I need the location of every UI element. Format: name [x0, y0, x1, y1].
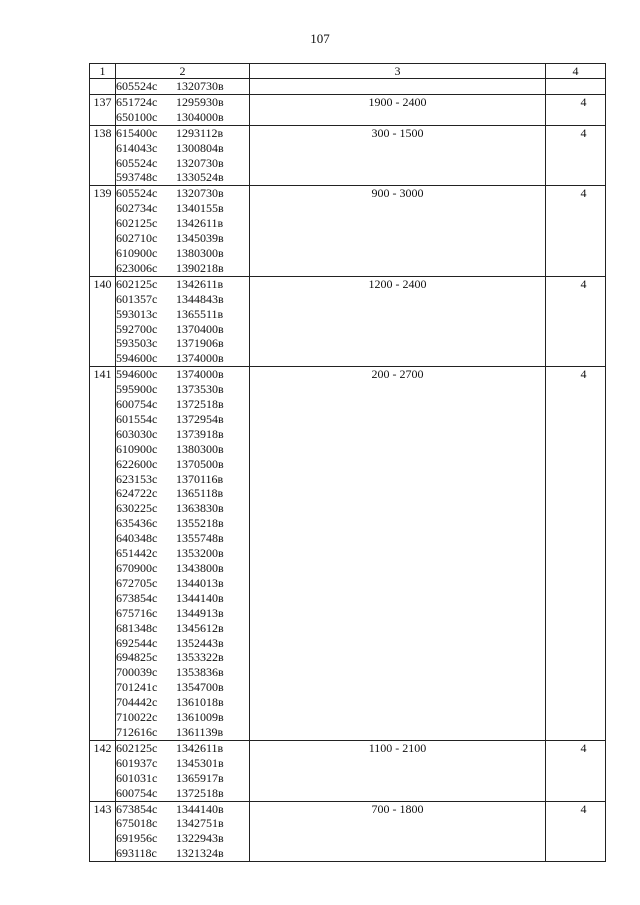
latitude-value: 640348с: [116, 531, 158, 546]
longitude-value: 1342611в: [176, 216, 224, 231]
longitude-value: 1370400в: [176, 321, 224, 336]
latitude-value: 594600с: [116, 367, 158, 382]
longitude-value: 1390218в: [176, 260, 224, 275]
longitude-value: 1380300в: [176, 441, 224, 456]
latitude-value: 605524с: [116, 155, 158, 170]
coordinate-pair: [116, 412, 249, 427]
coordinate-pair: [116, 382, 249, 397]
coordinate-pair: [116, 561, 249, 576]
longitude-value: 1345612в: [176, 620, 224, 635]
longitude-value: 1370116в: [176, 471, 224, 486]
column-4-value: 4: [580, 125, 587, 140]
table-row: [90, 801, 606, 862]
longitude-value: 1370500в: [176, 456, 224, 471]
latitude-value: 681348с: [116, 620, 158, 635]
coordinate-pair: [116, 636, 249, 651]
longitude-value: 1355748в: [176, 531, 224, 546]
coordinate-pair: [116, 771, 249, 786]
latitude-value: 615400с: [116, 125, 158, 140]
longitude-value: 1342751в: [176, 816, 224, 831]
coordinate-pair: [116, 546, 249, 561]
longitude-value: 1353200в: [176, 546, 224, 561]
coordinate-pair: [116, 79, 249, 94]
coordinates-cell: [116, 276, 250, 366]
latitude-value: 602125с: [116, 276, 158, 291]
column-4-value: 4: [580, 186, 587, 201]
latitude-value: 593748с: [116, 170, 158, 185]
table-row: [90, 740, 606, 801]
latitude-value: 691956с: [116, 831, 158, 846]
column-4-value: 4: [580, 740, 587, 755]
coordinate-pair: [116, 831, 249, 846]
longitude-value: 1365511в: [176, 306, 224, 321]
coordinate-pair: [116, 427, 249, 442]
depth-range: 900 - 3000: [250, 186, 546, 276]
longitude-value: 1372954в: [176, 411, 224, 426]
latitude-value: 704442с: [116, 695, 158, 710]
coordinate-pair: [116, 650, 249, 665]
column-4-cell: [546, 94, 606, 125]
coordinate-pair: [116, 201, 249, 216]
depth-range: 700 - 1800: [250, 801, 546, 862]
coordinate-pair: [116, 576, 249, 591]
column-4-cell: [546, 276, 606, 366]
longitude-value: 1304000в: [176, 109, 224, 124]
longitude-value: 1355218в: [176, 516, 224, 531]
longitude-value: 1380300в: [176, 245, 224, 260]
coordinate-pair: [116, 802, 249, 817]
coordinates-table: [89, 63, 606, 862]
longitude-value: 1361018в: [176, 695, 224, 710]
latitude-value: 602125с: [116, 216, 158, 231]
header-col-2: 2: [116, 64, 250, 79]
row-number: [90, 79, 116, 95]
coordinate-pair: [116, 725, 249, 740]
header-col-3: 3: [250, 64, 546, 79]
header-col-4: 4: [546, 64, 606, 79]
coordinate-pair: [116, 756, 249, 771]
coordinate-pair: [116, 741, 249, 756]
row-number: 142: [90, 740, 116, 801]
depth-range: 200 - 2700: [250, 367, 546, 741]
longitude-value: 1342611в: [176, 740, 224, 755]
coordinate-pair: [116, 786, 249, 801]
column-4-cell: [546, 125, 606, 186]
coordinate-pair: [116, 710, 249, 725]
table-row: [90, 367, 606, 741]
coordinates-cell: [116, 79, 250, 95]
coordinate-pair: [116, 231, 249, 246]
depth-range: [250, 79, 546, 95]
row-number: 141: [90, 367, 116, 741]
longitude-value: 1372518в: [176, 785, 224, 800]
coordinate-pair: [116, 336, 249, 351]
coordinates-cell: [116, 740, 250, 801]
latitude-value: 673854с: [116, 801, 158, 816]
coordinate-pair: [116, 322, 249, 337]
longitude-value: 1373918в: [176, 426, 224, 441]
coordinate-pair: [116, 606, 249, 621]
latitude-value: 672705с: [116, 575, 158, 590]
coordinate-pair: [116, 621, 249, 636]
latitude-value: 673854с: [116, 590, 158, 605]
coordinate-pair: [116, 591, 249, 606]
coordinate-pair: [116, 126, 249, 141]
latitude-value: 592700с: [116, 321, 158, 336]
longitude-value: 1363830в: [176, 501, 224, 516]
coordinate-pair: [116, 351, 249, 366]
longitude-value: 1340155в: [176, 201, 224, 216]
longitude-value: 1321324в: [176, 846, 224, 861]
coordinates-cell: [116, 125, 250, 186]
longitude-value: 1353322в: [176, 650, 224, 665]
depth-range: 300 - 1500: [250, 125, 546, 186]
coordinate-pair: [116, 516, 249, 531]
coordinate-pair: [116, 95, 249, 110]
column-4-cell: [546, 801, 606, 862]
longitude-value: 1361009в: [176, 710, 224, 725]
latitude-value: 624722с: [116, 486, 158, 501]
longitude-value: 1344140в: [176, 801, 224, 816]
latitude-value: 614043с: [116, 140, 158, 155]
coordinate-pair: [116, 472, 249, 487]
longitude-value: 1361139в: [176, 724, 224, 739]
coordinate-pair: [116, 292, 249, 307]
coordinate-pair: [116, 216, 249, 231]
latitude-value: 601357с: [116, 291, 158, 306]
coordinate-pair: [116, 246, 249, 261]
longitude-value: 1320730в: [176, 186, 224, 201]
longitude-value: 1365917в: [176, 770, 224, 785]
longitude-value: 1352443в: [176, 635, 224, 650]
latitude-value: 675716с: [116, 605, 158, 620]
table-row: [90, 186, 606, 276]
page-number: 107: [310, 31, 330, 46]
longitude-value: 1320730в: [176, 155, 224, 170]
coordinate-pair: [116, 141, 249, 156]
table-row: [90, 276, 606, 366]
coordinate-pair: [116, 110, 249, 125]
latitude-value: 593013с: [116, 306, 158, 321]
latitude-value: 651442с: [116, 546, 158, 561]
column-4-cell: [546, 186, 606, 276]
row-number: 143: [90, 801, 116, 862]
latitude-value: 600754с: [116, 397, 158, 412]
coordinate-pair: [116, 277, 249, 292]
row-number: 140: [90, 276, 116, 366]
table-row: [90, 79, 606, 95]
coordinate-pair: [116, 442, 249, 457]
coordinate-pair: [116, 486, 249, 501]
depth-range: 1900 - 2400: [250, 94, 546, 125]
coordinate-pair: [116, 367, 249, 382]
latitude-value: 601937с: [116, 755, 158, 770]
latitude-value: 700039с: [116, 665, 158, 680]
latitude-value: 600754с: [116, 785, 158, 800]
latitude-value: 595900с: [116, 382, 158, 397]
longitude-value: 1365118в: [176, 486, 224, 501]
latitude-value: 712616с: [116, 724, 158, 739]
depth-range: 1100 - 2100: [250, 740, 546, 801]
latitude-value: 601031с: [116, 770, 158, 785]
longitude-value: 1344843в: [176, 291, 224, 306]
table-header-row: [90, 64, 606, 79]
longitude-value: 1372518в: [176, 397, 224, 412]
latitude-value: 630225с: [116, 501, 158, 516]
latitude-value: 670900с: [116, 561, 158, 575]
longitude-value: 1345301в: [176, 755, 224, 770]
latitude-value: 650100с: [116, 109, 158, 124]
longitude-value: 1300804в: [176, 140, 224, 155]
column-4-cell: [546, 740, 606, 801]
latitude-value: 593503с: [116, 336, 158, 351]
column-4-cell: [546, 79, 606, 95]
latitude-value: 610900с: [116, 245, 158, 260]
coordinate-pair: [116, 397, 249, 412]
coordinates-cell: [116, 94, 250, 125]
longitude-value: 1344913в: [176, 605, 224, 620]
longitude-value: 1342611в: [176, 276, 224, 291]
column-4-value: 4: [580, 801, 587, 816]
row-number: 138: [90, 125, 116, 186]
coordinate-pair: [116, 457, 249, 472]
coordinate-pair: [116, 307, 249, 322]
latitude-value: 602710с: [116, 231, 158, 246]
latitude-value: 605524с: [116, 186, 158, 201]
latitude-value: 601554с: [116, 411, 158, 426]
coordinate-pair: [116, 156, 249, 171]
coordinates-cell: [116, 801, 250, 862]
coordinate-pair: [116, 816, 249, 831]
coordinate-pair: [116, 531, 249, 546]
latitude-value: 594600с: [116, 351, 158, 366]
coordinate-pair: [116, 501, 249, 516]
latitude-value: 610900с: [116, 441, 158, 456]
longitude-value: 1345039в: [176, 231, 224, 246]
longitude-value: 1343800в: [176, 561, 224, 575]
coordinate-pair: [116, 170, 249, 185]
latitude-value: 623153с: [116, 471, 158, 486]
coordinates-cell: [116, 186, 250, 276]
longitude-value: 1322943в: [176, 831, 224, 846]
latitude-value: 694825с: [116, 650, 158, 665]
column-4-cell: [546, 367, 606, 741]
longitude-value: 1373530в: [176, 382, 224, 397]
latitude-value: 623006с: [116, 260, 158, 275]
longitude-value: 1374000в: [176, 367, 224, 382]
row-number: 137: [90, 94, 116, 125]
latitude-value: 622600с: [116, 456, 158, 471]
depth-range: 1200 - 2400: [250, 276, 546, 366]
latitude-value: 603030с: [116, 426, 158, 441]
longitude-value: 1353836в: [176, 665, 224, 680]
longitude-value: 1330524в: [176, 170, 224, 185]
latitude-value: 710022с: [116, 710, 158, 725]
table-row: [90, 125, 606, 186]
coordinate-pair: [116, 186, 249, 201]
coordinate-pair: [116, 261, 249, 276]
longitude-value: 1293112в: [176, 125, 224, 140]
latitude-value: 605524с: [116, 79, 158, 93]
row-number: 139: [90, 186, 116, 276]
table-row: [90, 94, 606, 125]
coordinate-pair: [116, 846, 249, 861]
latitude-value: 675018с: [116, 816, 158, 831]
latitude-value: 692544с: [116, 635, 158, 650]
latitude-value: 693118с: [116, 846, 157, 861]
longitude-value: 1371906в: [176, 336, 224, 351]
longitude-value: 1320730в: [176, 79, 224, 93]
longitude-value: 1354700в: [176, 680, 224, 695]
latitude-value: 602734с: [116, 201, 158, 216]
coordinates-cell: [116, 367, 250, 741]
longitude-value: 1374000в: [176, 351, 224, 366]
coordinate-pair: [116, 695, 249, 710]
latitude-value: 602125с: [116, 740, 158, 755]
coordinate-pair: [116, 680, 249, 695]
longitude-value: 1344013в: [176, 575, 224, 590]
longitude-value: 1344140в: [176, 590, 224, 605]
header-col-1: 1: [90, 64, 116, 79]
column-4-value: 4: [580, 367, 587, 382]
latitude-value: 635436с: [116, 516, 158, 531]
longitude-value: 1295930в: [176, 94, 224, 109]
coordinate-pair: [116, 665, 249, 680]
column-4-value: 4: [580, 276, 587, 291]
latitude-value: 651724с: [116, 94, 158, 109]
column-4-value: 4: [580, 94, 587, 109]
latitude-value: 701241с: [116, 680, 158, 695]
